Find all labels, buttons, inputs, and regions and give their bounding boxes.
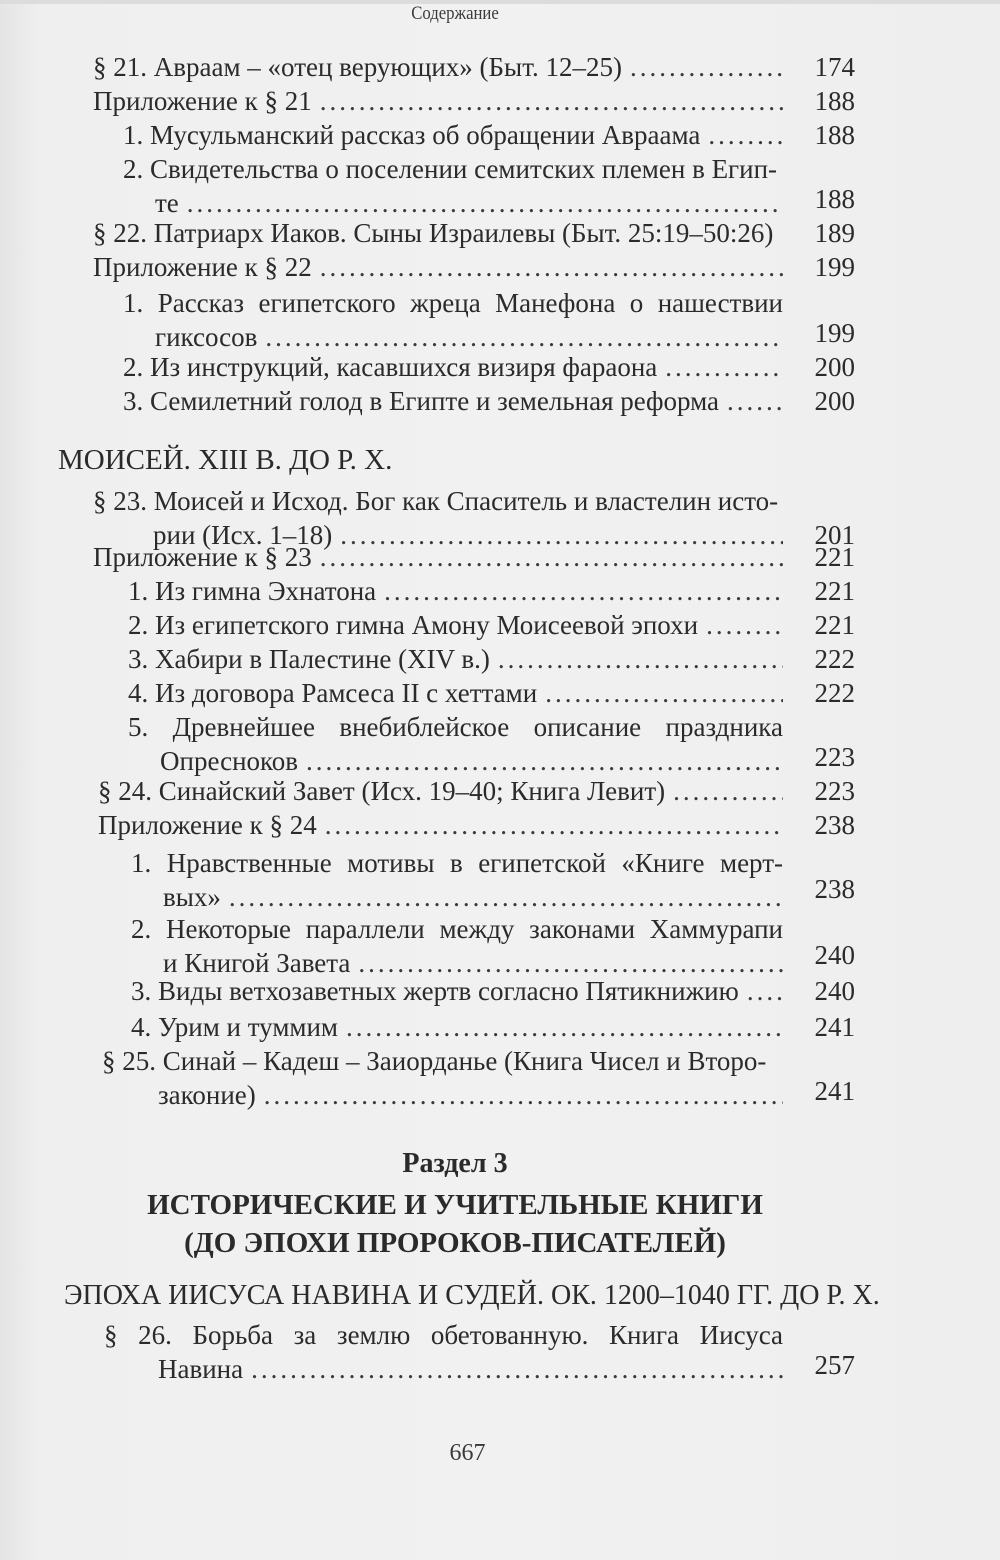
entry-title: 2. Свидетельства о поселении семитских племен в Егип-	[123, 154, 778, 184]
section-heading-joshua: ЭПОХА ИИСУСА НАВИНА И СУДЕЙ. ОК. 1200–1040 ГГ. ДО Р. Х.	[64, 1280, 880, 1311]
page-folio: 667	[449, 1440, 486, 1466]
entry-title-continued: законие)	[158, 1080, 256, 1110]
page-number: 174	[814, 52, 855, 82]
entry-title: 1. Мусульманский рассказ об обращении Авраама	[123, 120, 701, 150]
entry-title-continued: гиксосов	[155, 322, 258, 352]
entry-title: 3. Семилетний голод в Египте и земельная реформа	[123, 386, 720, 416]
entry-title-continued: те	[155, 188, 179, 218]
entry-title: Приложение к § 24	[98, 810, 317, 840]
leader-dots	[545, 676, 783, 710]
leader-dots	[320, 84, 783, 118]
entry-title-continued: Опресноков	[160, 746, 299, 776]
part-label: Раздел 3	[402, 1148, 508, 1179]
page-number: 240	[814, 976, 855, 1006]
leader-dots	[325, 808, 783, 842]
page-number: 188	[814, 184, 855, 214]
toc-entry[interactable]	[131, 974, 855, 1008]
entry-title: 1. Рассказ египетского жреца Манефона о нашествии	[123, 288, 783, 318]
leader-dots	[229, 880, 783, 914]
entry-title: 3. Хабири в Палестине (XIV в.)	[128, 644, 490, 674]
toc-entry[interactable]	[104, 1318, 855, 1386]
toc-entry[interactable]	[93, 84, 855, 118]
page-number: 238	[814, 810, 855, 840]
page-number: 221	[814, 610, 855, 640]
toc-entry[interactable]	[102, 1044, 855, 1112]
leader-dots	[187, 186, 783, 220]
toc-entry[interactable]	[98, 808, 855, 842]
toc-entry[interactable]	[131, 912, 855, 980]
leader-dots	[747, 974, 783, 1008]
toc-entry[interactable]	[123, 118, 855, 152]
page-number: 223	[814, 742, 855, 772]
section-heading-moses: МОИСЕЙ. XIII В. ДО Р. Х.	[58, 444, 393, 476]
page-number: 221	[814, 542, 855, 572]
toc-entry[interactable]	[128, 642, 855, 676]
page-number: 189	[814, 218, 855, 248]
leader-dots	[708, 118, 783, 152]
toc-entry[interactable]	[128, 676, 855, 710]
page-number: 241	[814, 1076, 855, 1106]
entry-title: § 26. Борьба за землю обетованную. Книга Иисуса	[104, 1320, 783, 1350]
part-title-line1: ИСТОРИЧЕСКИЕ И УЧИТЕЛЬНЫЕ КНИГИ	[147, 1189, 763, 1221]
leader-dots	[665, 350, 783, 384]
toc-entry[interactable]	[131, 846, 855, 914]
page-number: 201	[814, 520, 855, 550]
leader-dots	[630, 50, 783, 84]
entry-title-continued: и Книгой Завета	[163, 948, 351, 978]
leader-dots	[673, 774, 783, 808]
toc-entry[interactable]	[93, 50, 855, 84]
entry-title: 3. Виды ветхозаветных жертв согласно Пятикнижию	[131, 976, 739, 1006]
page-number: 200	[814, 386, 855, 416]
toc-entry[interactable]	[123, 152, 855, 220]
page-number: 222	[814, 678, 855, 708]
entry-title: 2. Из инструкций, касавшихся визиря фараона	[123, 352, 658, 382]
page-number: 188	[814, 120, 855, 150]
toc-entry[interactable]	[98, 774, 855, 808]
entry-title: 2. Некоторые параллели между законами Хаммурапи	[131, 914, 783, 944]
leader-dots	[498, 642, 783, 676]
entry-title: 2. Из египетского гимна Амону Моисеевой эпохи	[128, 610, 699, 640]
toc-entry[interactable]	[123, 350, 855, 384]
page-number: 199	[814, 252, 855, 282]
entry-title: 1. Из гимна Эхнатона	[128, 576, 377, 606]
leader-dots	[346, 1010, 783, 1044]
entry-title: 1. Нравственные мотивы в египетской «Книге мерт-	[131, 848, 783, 878]
part-title-line2: (ДО ЭПОХИ ПРОРОКОВ-ПИСАТЕЛЕЙ)	[184, 1227, 726, 1259]
page-number: 222	[814, 644, 855, 674]
toc-entry[interactable]	[131, 1010, 855, 1044]
running-head: Содержание	[411, 3, 499, 24]
toc-entry[interactable]	[93, 250, 855, 284]
leader-dots	[384, 574, 783, 608]
page-number: 240	[814, 940, 855, 970]
page-number: 188	[814, 86, 855, 116]
leader-dots	[265, 320, 783, 354]
leader-dots	[306, 744, 783, 778]
entry-title: 4. Урим и туммим	[131, 1012, 339, 1042]
toc-entry[interactable]	[128, 608, 855, 642]
entry-title: 4. Из договора Рамсеса II с хеттами	[128, 678, 538, 708]
toc-entry[interactable]	[128, 710, 855, 778]
leader-dots	[320, 250, 783, 284]
page-number: 257	[814, 1350, 855, 1380]
entry-title: § 25. Синай – Кадеш – Заиорданье (Книга Чисел и Второ-	[102, 1046, 767, 1076]
toc-entry[interactable]	[123, 286, 855, 354]
toc-entry[interactable]	[93, 540, 855, 574]
entry-title: Приложение к § 23	[93, 542, 312, 572]
page-number: 223	[814, 776, 855, 806]
entry-title: § 24. Синайский Завет (Исх. 19–40; Книга Левит)	[98, 776, 666, 806]
entry-title: § 22. Патриарх Иаков. Сыны Израилевы (Быт. 25:19–50:26)	[93, 218, 774, 248]
leader-dots	[251, 1352, 783, 1386]
leader-dots	[706, 608, 783, 642]
page-number: 241	[814, 1012, 855, 1042]
entry-title: § 23. Моисей и Исход. Бог как Спаситель и властелин исто-	[93, 486, 779, 516]
toc-entry[interactable]	[93, 216, 855, 250]
entry-title: 5. Древнейшее внебиблейское описание праздника	[128, 712, 783, 742]
entry-title-continued: рии (Исх. 1–18)	[153, 520, 333, 550]
page-number: 200	[814, 352, 855, 382]
entry-title-continued: вых»	[163, 882, 221, 912]
page-number: 221	[814, 576, 855, 606]
entry-title: § 21. Авраам – «отец верующих» (Быт. 12–25)	[93, 52, 622, 82]
entry-title: Приложение к § 22	[93, 252, 312, 282]
leader-dots	[320, 540, 783, 574]
entry-title-continued: Навина	[158, 1354, 244, 1384]
page-number: 238	[814, 874, 855, 904]
leader-dots	[727, 384, 783, 418]
page-number: 199	[814, 318, 855, 348]
entry-title: Приложение к § 21	[93, 86, 312, 116]
toc-entry[interactable]	[123, 384, 855, 418]
leader-dots	[264, 1078, 783, 1112]
toc-entry[interactable]	[128, 574, 855, 608]
